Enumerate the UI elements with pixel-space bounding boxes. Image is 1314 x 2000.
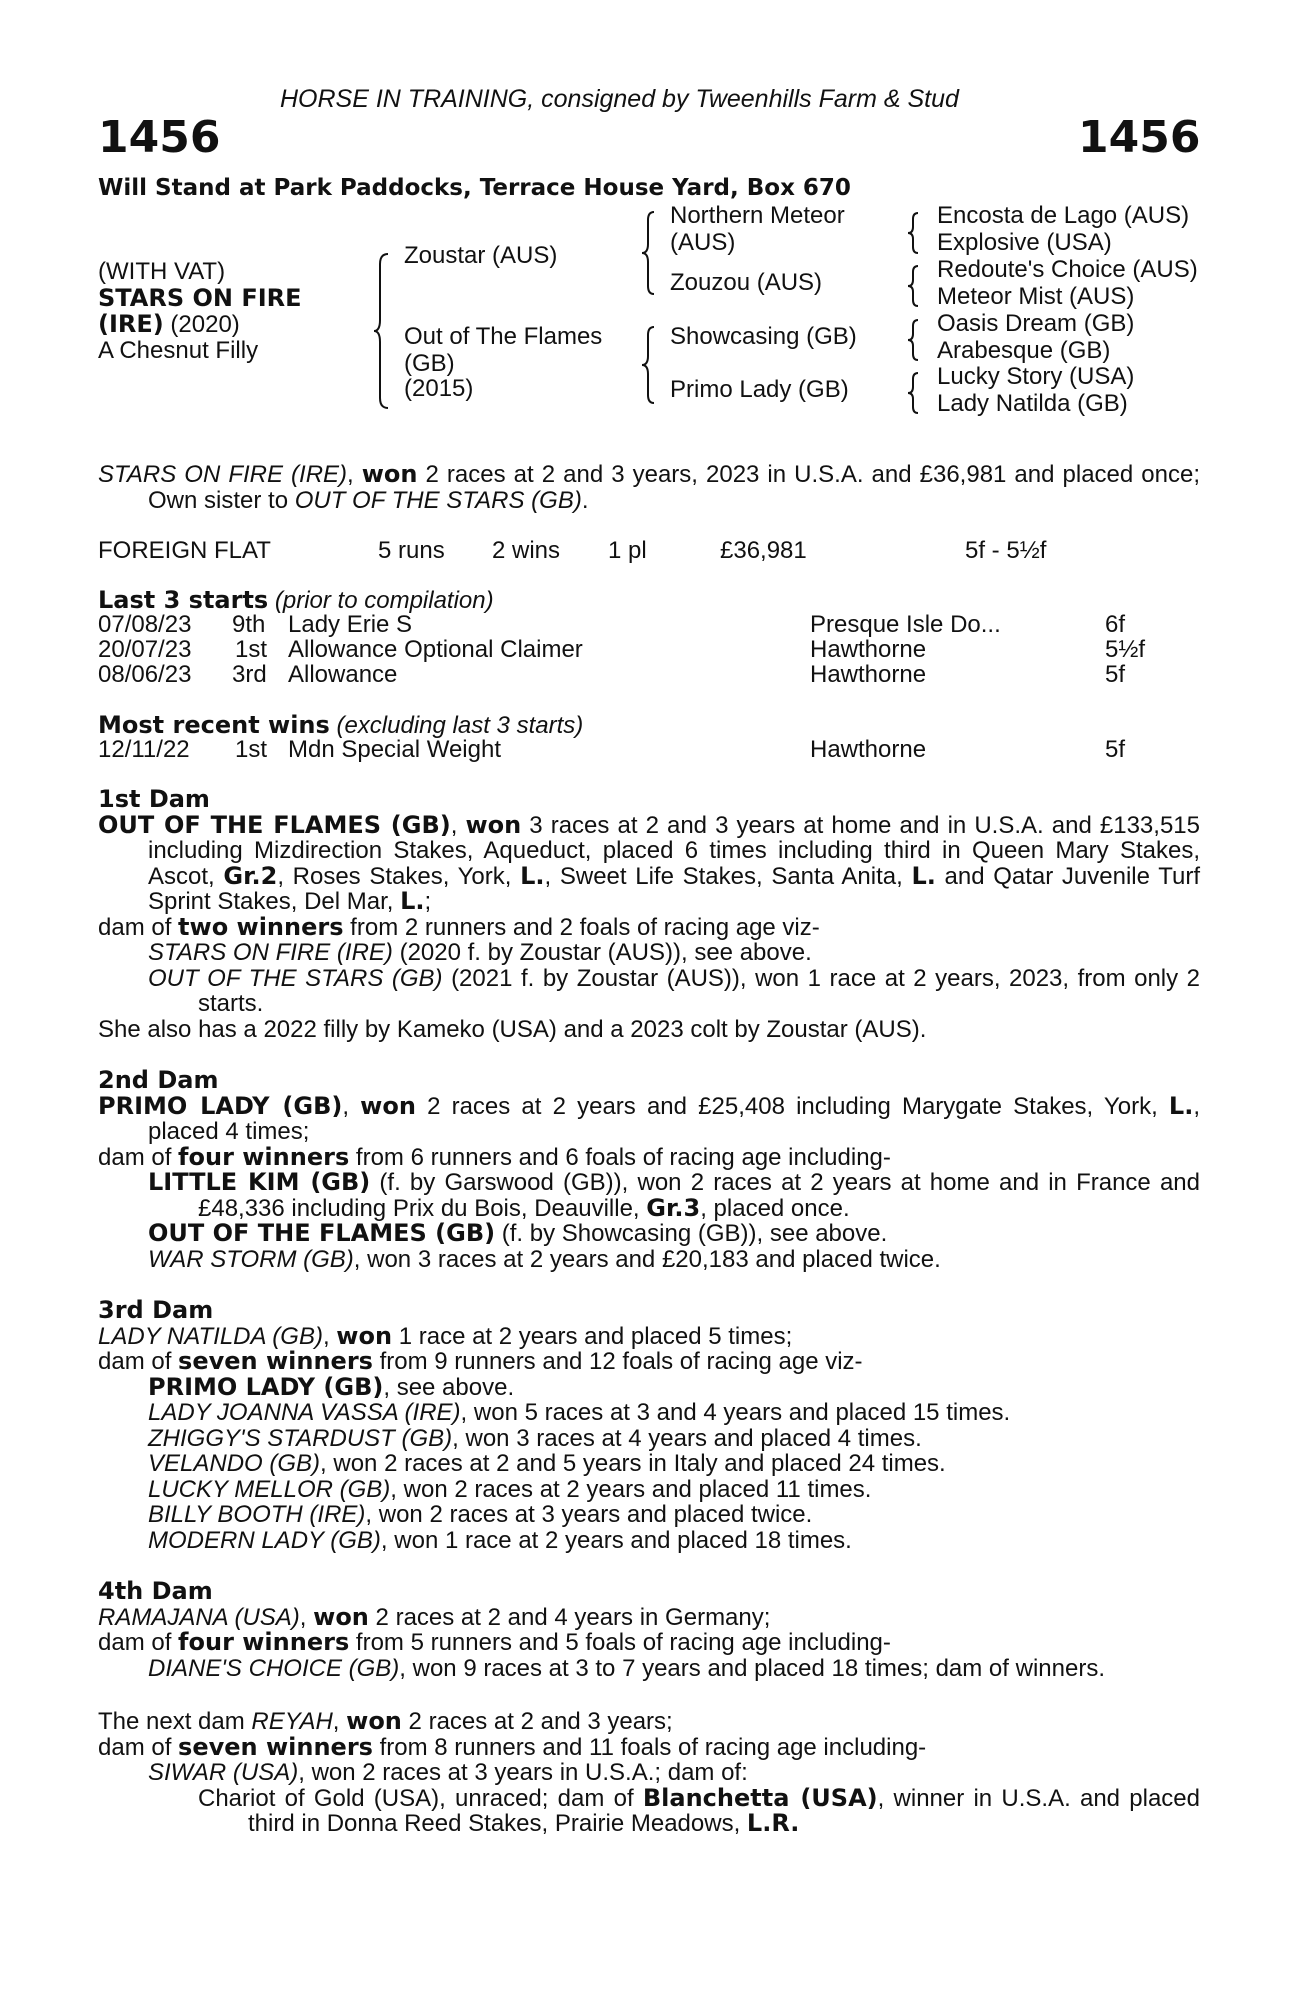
second-dam-produce-summary xyxy=(98,1142,1200,1171)
first-dam-text: 3 races at 2 and 3 years at home and in U.S.A. and £133,515 including Mizdirection Stakes, Aqueduct, placed 6 times including third in Queen Mary Stakes, Ascot, xyxy=(148,811,1200,890)
produce-text: (f. by Showcasing (GB)), see above. xyxy=(495,1220,888,1247)
damof-pre: dam of xyxy=(98,1143,179,1171)
produce-text: , won 9 races at 3 to 7 years and placed 18 times; dam of winners. xyxy=(399,1654,1105,1682)
start-row-course: Presque Isle Do... xyxy=(810,611,1001,638)
produce-text: (2021 f. by Zoustar (AUS)), won 1 race at 2 years, 2023, from only 2 starts. xyxy=(198,964,1201,1017)
pedigree-sire-dam: Zouzou (AUS) xyxy=(670,269,823,296)
produce-text: (2020 f. by Zoustar (AUS)), see above. xyxy=(392,939,812,966)
first-dam-text: , Roses Stakes, York, xyxy=(277,862,521,890)
pedigree-dam-line2: (GB) xyxy=(404,350,455,377)
produce-text: , placed once. xyxy=(700,1194,850,1222)
produce-name: VELANDO (GB) xyxy=(148,1450,321,1477)
recent-wins-heading xyxy=(98,712,583,739)
second-dam-text: , placed 4 times; xyxy=(148,1092,1200,1145)
pedigree-sire-sire-line2: (AUS) xyxy=(670,229,736,256)
fourth-dam-won: won xyxy=(313,1602,369,1631)
last-starts-note: (prior to compilation) xyxy=(274,587,494,614)
first-dam-produce-summary xyxy=(98,912,1200,941)
produce-name: PRIMO LADY (GB) xyxy=(148,1372,384,1401)
pedigree-g4: Meteor Mist (AUS) xyxy=(937,283,1135,310)
produce-name: BILLY BOOTH (IRE) xyxy=(148,1501,366,1528)
vat-note: (WITH VAT) xyxy=(98,258,226,285)
damof-post: from 8 runners and 11 foals of racing age including- xyxy=(372,1733,927,1761)
start-row-pos: 1st xyxy=(235,636,268,663)
produce-name: MODERN LADY (GB) xyxy=(148,1526,381,1554)
recent-wins-note: (excluding last 3 starts) xyxy=(336,712,584,739)
produce-text: , won 1 race at 2 years and placed 18 times. xyxy=(380,1526,852,1554)
next-dam-section xyxy=(98,1709,1200,1837)
produce-name: ZHIGGY'S STARDUST (GB) xyxy=(148,1424,453,1452)
start-row-race: Allowance Optional Claimer xyxy=(288,636,583,663)
pedigree-g2: Explosive (USA) xyxy=(937,229,1112,256)
start-row-date: 08/06/23 xyxy=(98,661,192,688)
produce-name: WAR STORM (GB) xyxy=(148,1245,354,1273)
win-row-race: Mdn Special Weight xyxy=(288,736,501,763)
third-dam-section: 3rd Dam LADY NATILDA (GB), won 1 race at 2 years and placed 5 times; dam of seven winners from 9 runners and 12 foals of racing age viz- PRIMO LADY (GB), see above. LADY JOANNA VASSA (IRE), won 5 races at 3 and 4 years and placed 15 times. ZHIGGY'S STARDUST (GB), won 3 races at 4 years and placed 4 times. VELANDO (GB), won 2 races at 2 and 5 years in Italy and placed 24 times. LUCKY MELLOR (GB), won 2 races at 2 years and placed 11 times. BILLY BOOTH (IRE), won 2 races at 3 years and placed twice. MODERN LADY (GB), won 1 race at 2 years and placed 18 times. xyxy=(98,1298,1200,1553)
produce-name: OUT OF THE STARS (GB) xyxy=(148,964,443,992)
damof-winners: four winners xyxy=(178,1142,350,1171)
record-category: FOREIGN FLAT xyxy=(98,537,271,564)
produce-name: LUCKY MELLOR (GB) xyxy=(148,1475,391,1503)
next-dam-name: REYAH xyxy=(251,1708,333,1735)
grand-produce-text: , winner in U.S.A. and placed third in Donna Reed Stakes, Prairie Meadows, xyxy=(248,1784,1200,1837)
start-row-pos: 3rd xyxy=(232,661,267,688)
pedigree-brace-g34 xyxy=(906,264,920,308)
pedigree-brace-g56 xyxy=(906,318,920,362)
start-row-dist: 6f xyxy=(1105,611,1126,638)
first-dam-listed: L. xyxy=(400,887,425,915)
first-dam-name: OUT OF THE FLAMES (GB) xyxy=(98,810,451,839)
start-row-course: Hawthorne xyxy=(810,661,927,688)
damof-pre: dam of xyxy=(98,913,179,941)
produce-name: STARS ON FIRE (IRE) xyxy=(148,939,393,966)
fourth-dam-text: 2 races at 2 and 4 years in Germany; xyxy=(368,1603,771,1631)
fourth-dam-produce-summary xyxy=(98,1630,1200,1656)
damof-pre: dam of xyxy=(98,1348,179,1375)
last-starts-heading xyxy=(98,587,494,614)
last-starts-title: Last 3 starts xyxy=(98,586,269,614)
pedigree-dam-line3: (2015) xyxy=(404,375,474,402)
produce-text: (f. by Garswood (GB)), won 2 races at 2 years at home and in France and £48,336 including Prix du Bois, Deauville, xyxy=(198,1169,1200,1222)
first-dam-grade: Gr.2 xyxy=(223,861,278,890)
horse-country: (IRE) xyxy=(98,310,164,338)
start-row-dist: 5½f xyxy=(1105,636,1146,663)
pedigree-g6: Arabesque (GB) xyxy=(937,337,1111,364)
produce-text: , won 3 races at 4 years and placed 4 times. xyxy=(452,1424,922,1452)
start-row-race: Lady Erie S xyxy=(288,611,413,638)
first-dam-also: She also has a 2022 filly by Kameko (USA) and a 2023 colt by Zoustar (AUS). xyxy=(98,1015,927,1043)
lot-number-right: 1456 xyxy=(1078,112,1201,163)
pedigree-brace-main xyxy=(372,252,390,410)
fourth-dam-name: RAMAJANA (USA) xyxy=(98,1603,300,1631)
first-dam-text: ; xyxy=(424,888,432,915)
win-row-course: Hawthorne xyxy=(810,736,927,763)
damof-winners: two winners xyxy=(178,912,344,941)
second-dam-name: PRIMO LADY (GB) xyxy=(98,1091,343,1120)
start-row-date: 20/07/23 xyxy=(98,636,192,663)
first-dam-text: , Sweet Life Stakes, Santa Anita, xyxy=(544,862,912,890)
produce-name: DIANE'S CHOICE (GB) xyxy=(148,1654,400,1682)
third-dam-text: 1 race at 2 years and placed 5 times; xyxy=(392,1322,793,1350)
fourth-dam-section: 4th Dam RAMAJANA (USA), won 2 races at 2 and 4 years in Germany; dam of four winners from 5 runners and 5 foals of racing age including- DIANE'S CHOICE (GB), won 9 races at 3 to 7 years and placed 18 times; dam of winners. xyxy=(98,1579,1200,1681)
pedigree-dam-line1: Out of The Flames xyxy=(404,323,603,350)
produce-name: OUT OF THE FLAMES (GB) xyxy=(148,1219,496,1247)
race-summary: STARS ON FIRE (IRE), won 2 races at 2 and 3 years, 2023 in U.S.A. and £36,981 and placed once; Own sister to OUT OF THE STARS (GB). xyxy=(98,460,1200,514)
damof-post: from 6 runners and 6 foals of racing age including- xyxy=(349,1143,891,1171)
start-row-course: Hawthorne xyxy=(810,636,927,663)
damof-winners: seven winners xyxy=(178,1347,373,1375)
next-dam-produce-summary xyxy=(98,1732,1200,1761)
pedigree-g3: Redoute's Choice (AUS) xyxy=(937,256,1198,283)
recent-wins-title: Most recent wins xyxy=(98,711,330,739)
damof-post: from 5 runners and 5 foals of racing age including- xyxy=(349,1629,891,1656)
produce-text: , won 2 races at 3 years in U.S.A.; dam of: xyxy=(298,1759,748,1786)
record-placed: 1 pl xyxy=(608,537,647,564)
first-dam-section: 1st Dam OUT OF THE FLAMES (GB), won 3 races at 2 and 3 years at home and in U.S.A. and £133,515 including Mizdirection Stakes, Aqueduct, placed 6 times including third in Queen Mary Stakes, Ascot, Gr.2, Roses Stakes, York, L., Sweet Life Stakes, Santa Anita, L. and Qatar Juvenile Turf Sprint Stakes, Del Mar, L.; dam of two winners from 2 runners and 2 foals of racing age viz- STARS ON FIRE (IRE) (2020 f. by Zoustar (AUS)), see above. OUT OF THE STARS (GB) (2021 f. by Zoustar (AUS)), won 1 race at 2 years, 2023, from only 2 starts. She also has a 2022 filly by Kameko (USA) and a 2023 colt by Zoustar (AUS). xyxy=(98,785,1201,1043)
second-dam-text: 2 races at 2 years and £25,408 including Marygate Stakes, York, xyxy=(415,1092,1169,1120)
consignment-line: HORSE IN TRAINING, consigned by Tweenhills Farm & Stud xyxy=(280,85,959,113)
win-row-dist: 5f xyxy=(1105,736,1126,763)
start-row-pos: 9th xyxy=(232,611,266,638)
next-dam-comma: , xyxy=(332,1708,347,1735)
pedigree-sire-sire-line1: Northern Meteor xyxy=(670,202,845,229)
next-dam-won: won xyxy=(346,1707,402,1735)
third-dam-heading: 3rd Dam xyxy=(98,1296,214,1324)
win-row-date: 12/11/22 xyxy=(98,736,190,763)
pedigree-brace-sire xyxy=(640,210,656,296)
record-distance: 5f - 5½f xyxy=(965,537,1047,564)
produce-text: , won 2 races at 3 years and placed twice. xyxy=(365,1501,813,1528)
pedigree-dam-sire: Showcasing (GB) xyxy=(670,323,857,350)
record-runs: 5 runs xyxy=(378,537,445,564)
pedigree-brace-g78 xyxy=(906,371,920,415)
produce-name: LITTLE KIM (GB) xyxy=(148,1168,371,1196)
produce-text: , won 2 races at 2 and 5 years in Italy and placed 24 times. xyxy=(320,1450,946,1477)
pedigree-sire: Zoustar (AUS) xyxy=(404,242,558,269)
produce-text: , won 2 races at 2 years and placed 11 times. xyxy=(390,1475,872,1503)
summary-end: . xyxy=(581,486,589,514)
damof-pre: dam of xyxy=(98,1733,179,1761)
horse-name: STARS ON FIRE xyxy=(98,284,302,312)
produce-grade: Gr.3 xyxy=(646,1193,701,1222)
summary-horse-name: STARS ON FIRE (IRE) xyxy=(98,461,348,488)
summary-text: 2 races at 2 and 3 years, 2023 in U.S.A. and £36,981 and placed once; Own sister to xyxy=(148,461,1200,514)
pedigree-g8: Lady Natilda (GB) xyxy=(937,390,1128,417)
damof-post: from 9 runners and 12 foals of racing age viz- xyxy=(372,1348,863,1375)
pedigree-brace-g12 xyxy=(906,211,920,255)
produce-name: LADY JOANNA VASSA (IRE) xyxy=(148,1399,461,1426)
pedigree-g7: Lucky Story (USA) xyxy=(937,363,1135,390)
third-dam-won: won xyxy=(336,1321,393,1350)
first-dam-listed: L. xyxy=(911,861,936,890)
fourth-dam-heading: 4th Dam xyxy=(98,1577,213,1605)
start-row-dist: 5f xyxy=(1105,661,1126,688)
pedigree-brace-dam xyxy=(640,325,656,405)
first-dam-won: won xyxy=(465,810,522,839)
second-dam-won: won xyxy=(360,1091,416,1120)
start-row-race: Allowance xyxy=(288,661,398,688)
lot-number-left: 1456 xyxy=(98,112,221,163)
stable-location: Will Stand at Park Paddocks, Terrace House Yard, Box 670 xyxy=(98,175,851,201)
damof-winners: four winners xyxy=(178,1628,350,1656)
first-dam-listed: L. xyxy=(520,861,545,890)
third-dam-produce-summary xyxy=(98,1349,1200,1375)
damof-post: from 2 runners and 2 foals of racing age viz- xyxy=(343,913,820,941)
next-dam-pre: The next dam xyxy=(98,1708,252,1735)
horse-year: (2020) xyxy=(170,311,240,338)
third-dam-name: LADY NATILDA (GB) xyxy=(98,1322,323,1350)
summary-won: won xyxy=(361,460,418,488)
next-dam-text: 2 races at 2 and 3 years; xyxy=(401,1708,673,1735)
record-earnings: £36,981 xyxy=(720,537,807,564)
produce-text: , won 5 races at 3 and 4 years and placed 15 times. xyxy=(460,1399,1011,1426)
record-wins: 2 wins xyxy=(492,537,561,564)
summary-sister: OUT OF THE STARS (GB) xyxy=(294,486,582,514)
grand-produce-listed: L.R. xyxy=(746,1809,800,1837)
second-dam-heading: 2nd Dam xyxy=(98,1066,219,1094)
produce-name: SIWAR (USA) xyxy=(148,1759,299,1786)
horse-suffix-year xyxy=(98,311,240,338)
produce-text: , see above. xyxy=(383,1373,515,1401)
second-dam-section: 2nd Dam PRIMO LADY (GB), won 2 races at 2 years and £25,408 including Marygate Stakes, York, L., placed 4 times; dam of four winners from 6 runners and 6 foals of racing age including- LITTLE KIM (GB) (f. by Garswood (GB)), won 2 races at 2 years at home and in France and £48,336 including Prix du Bois, Deauville, Gr.3, placed once. OUT OF THE FLAMES (GB) (f. by Showcasing (GB)), see above. WAR STORM (GB), won 3 races at 2 years and £20,183 and placed twice. xyxy=(98,1066,1200,1273)
pedigree-g5: Oasis Dream (GB) xyxy=(937,310,1135,337)
pedigree-dam-dam: Primo Lady (GB) xyxy=(670,376,849,403)
damof-winners: seven winners xyxy=(178,1732,373,1761)
first-dam-heading: 1st Dam xyxy=(98,785,210,813)
start-row-date: 07/08/23 xyxy=(98,611,192,638)
pedigree-g1: Encosta de Lago (AUS) xyxy=(937,202,1190,229)
horse-description: A Chesnut Filly xyxy=(98,337,259,364)
win-row-pos: 1st xyxy=(235,736,268,763)
damof-pre: dam of xyxy=(98,1629,179,1656)
first-dam-text: and Qatar Juvenile Turf Sprint Stakes, Del Mar, xyxy=(148,862,1201,915)
grand-produce-name: Blanchetta (USA) xyxy=(642,1783,878,1812)
grand-produce-text: Chariot of Gold (USA), unraced; dam of xyxy=(198,1784,643,1812)
second-dam-listed: L. xyxy=(1168,1091,1194,1120)
produce-text: , won 3 races at 2 years and £20,183 and placed twice. xyxy=(353,1245,941,1273)
